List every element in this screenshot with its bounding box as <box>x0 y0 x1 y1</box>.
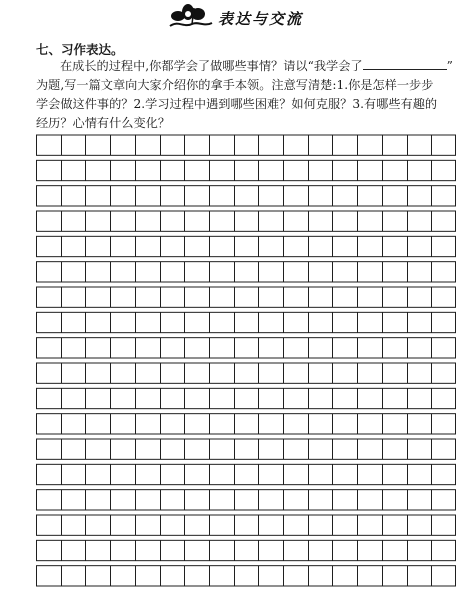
prompt-line-1-quote: ” <box>446 59 453 73</box>
grid-row-border <box>37 439 456 459</box>
grid-row <box>37 211 456 231</box>
writing-grid-svg <box>36 134 456 590</box>
section-header <box>0 2 475 36</box>
grid-row <box>37 464 456 484</box>
header-title: 表达与交流 <box>218 10 304 28</box>
grid-row <box>37 439 456 459</box>
grid-row <box>37 160 456 180</box>
prompt-line-3: 学会做这件事的？2.学习过程中遇到哪些困难？如何克服？3.有哪些有趣的 <box>36 97 438 111</box>
grid-row <box>37 287 456 307</box>
grid-row <box>37 515 456 535</box>
grid-row-border <box>37 236 456 256</box>
grid-row <box>37 566 456 586</box>
grid-row <box>37 338 456 358</box>
grid-row-border <box>37 515 456 535</box>
writing-prompt <box>36 57 456 133</box>
title-blank <box>363 58 447 70</box>
grid-row-border <box>37 287 456 307</box>
grid-row <box>37 236 456 256</box>
grid-row-border <box>37 312 456 332</box>
grid-row <box>37 540 456 560</box>
grid-row <box>37 490 456 510</box>
prompt-line-1-text: 在成长的过程中,你都学会了做哪些事情？请以“我学会了 <box>60 59 363 73</box>
section-heading: 七、习作表达。 <box>36 42 124 57</box>
grid-row-border <box>37 388 456 408</box>
grid-row-border <box>37 414 456 434</box>
flower-icon <box>168 2 216 32</box>
grid-row-border <box>37 262 456 282</box>
prompt-line-1 <box>36 57 456 76</box>
grid-row <box>37 262 456 282</box>
grid-row-border <box>37 540 456 560</box>
grid-row <box>37 135 456 155</box>
grid-row <box>37 388 456 408</box>
grid-row <box>37 312 456 332</box>
prompt-line-4: 经历？心情有什么变化？ <box>36 116 171 130</box>
grid-row <box>37 414 456 434</box>
grid-row <box>37 363 456 383</box>
grid-row <box>37 186 456 206</box>
grid-row-border <box>37 464 456 484</box>
grid-row-border <box>37 363 456 383</box>
grid-row-border <box>37 135 456 155</box>
prompt-line-2: 为题,写一篇文章向大家介绍你的拿手本领。注意写清楚:1.你是怎样一步步 <box>36 78 434 92</box>
grid-row-border <box>37 186 456 206</box>
grid-row-border <box>37 490 456 510</box>
grid-row-border <box>37 566 456 586</box>
grid-row-border <box>37 211 456 231</box>
grid-row-border <box>37 160 456 180</box>
writing-grid <box>36 134 456 590</box>
grid-row-border <box>37 338 456 358</box>
